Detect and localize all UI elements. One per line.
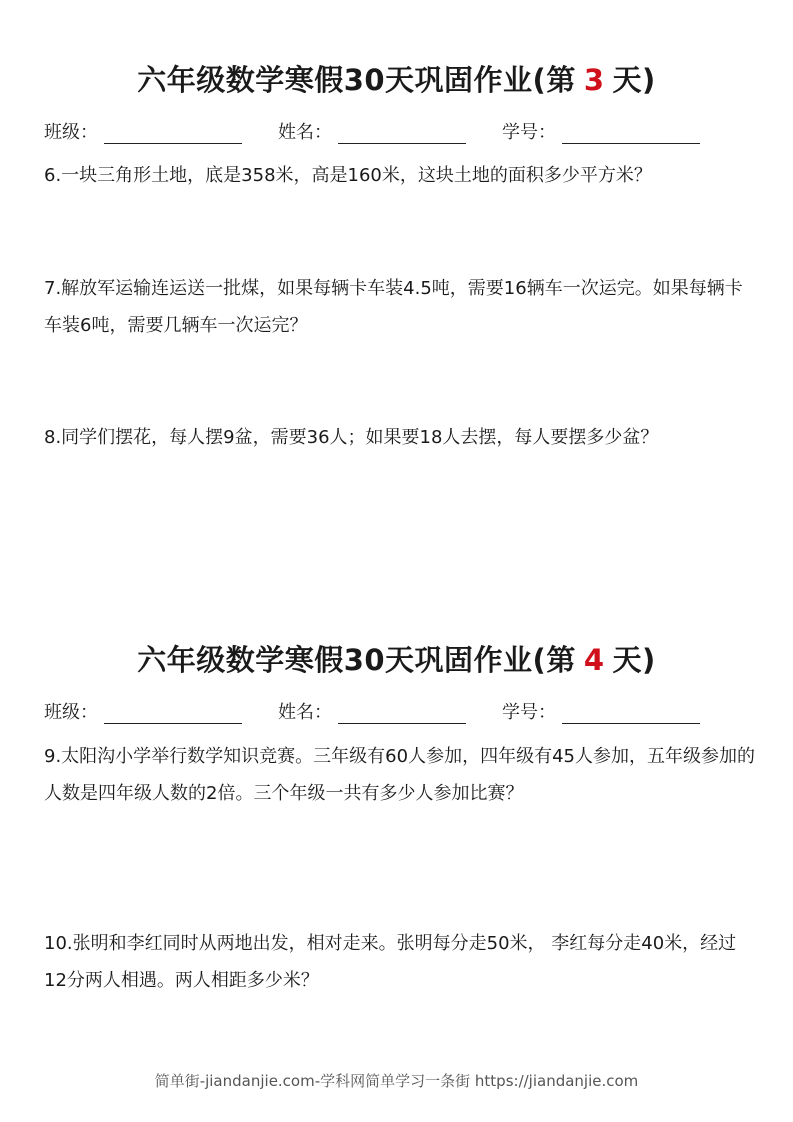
title-text: 六年级数学寒假30天巩固作业(第	[137, 643, 576, 677]
question-8: 8.同学们摆花，每人摆9盆，需要36人；如果要18人去摆，每人要摆多少盆？	[44, 427, 659, 448]
footer-watermark: 简单街-jiandanjie.com-学科网简单学习一条街 https://jiandanjie.com	[154, 1072, 639, 1090]
title-text: 六年级数学寒假30天巩固作业(第	[137, 63, 576, 97]
id-label: 学号：	[502, 702, 556, 723]
worksheet-title-day-3	[0, 58, 793, 99]
class-label: 班级：	[44, 702, 98, 723]
class-field	[44, 698, 242, 724]
class-field	[44, 118, 242, 144]
id-field	[502, 118, 700, 144]
name-field	[278, 698, 466, 724]
question-10: 10.张明和李红同时从两地出发，相对走来。张明每分走50米， 李红每分走40米，经过12分两人相遇。两人相距多少米？	[44, 933, 737, 991]
class-blank-line[interactable]	[104, 123, 242, 144]
title-suffix: 天)	[612, 643, 656, 677]
day-number: 4	[583, 643, 605, 677]
name-label: 姓名：	[278, 122, 332, 143]
question-9: 9.太阳沟小学举行数学知识竞赛。三年级有60人参加，四年级有45人参加，五年级参加的人数是四年级人数的2倍。三个年级一共有多少人参加比赛？	[44, 746, 755, 804]
name-blank-line[interactable]	[338, 703, 466, 724]
class-label: 班级：	[44, 122, 98, 143]
worksheet-title-day-4	[0, 638, 793, 679]
name-field	[278, 118, 466, 144]
class-blank-line[interactable]	[104, 703, 242, 724]
id-blank-line[interactable]	[562, 703, 700, 724]
id-label: 学号：	[502, 122, 556, 143]
id-blank-line[interactable]	[562, 123, 700, 144]
day-number: 3	[583, 63, 605, 97]
id-field	[502, 698, 700, 724]
question-7: 7.解放军运输连运送一批煤，如果每辆卡车装4.5吨，需要16辆车一次运完。如果每辆卡车装6吨，需要几辆车一次运完？	[44, 278, 743, 336]
title-suffix: 天)	[612, 63, 656, 97]
name-blank-line[interactable]	[338, 123, 466, 144]
name-label: 姓名：	[278, 702, 332, 723]
question-6: 6.一块三角形土地，底是358米，高是160米，这块土地的面积多少平方米？	[44, 165, 652, 186]
